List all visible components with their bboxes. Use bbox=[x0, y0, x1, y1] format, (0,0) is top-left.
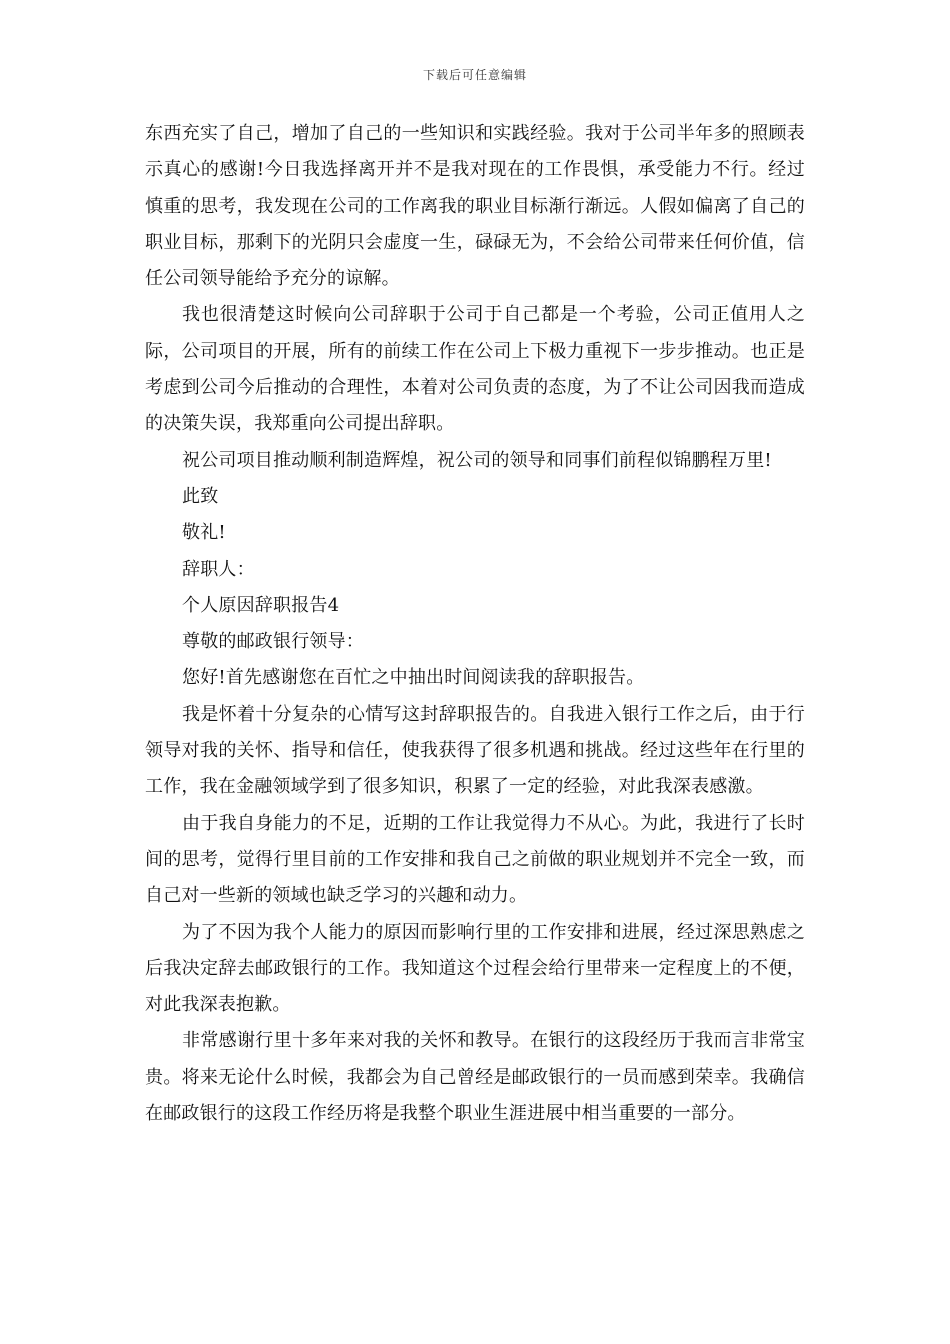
closing-salutation: 此致 bbox=[182, 485, 219, 507]
section-title: 个人原因辞职报告4 bbox=[182, 594, 340, 616]
paragraph-1: 东西充实了自己，增加了自己的一些知识和实践经验。我对于公司半年多的照顾表示真心的感谢!今日我选择离开并不是我对现在的工作畏惧，承受能力不行。经过慎重的思考，我发现在公司的工作离我的职业目标渐行渐远。人假如偏离了自己的职业目标，那剩下的光阴只会虚度一生，碌碌无为，不会给公司带来任何价值，信任公司领导能给予充分的谅解。 bbox=[145, 123, 805, 290]
paragraph-4: 我是怀着十分复杂的心情写这封辞职报告的。自我进入银行工作之后，由于行领导对我的关怀、指导和信任，使我获得了很多机遇和挑战。经过这些年在行里的工作，我在金融领域学到了很多知识，积累了一定的经验，对此我深表感激。 bbox=[145, 703, 805, 798]
page-header-note: 下载后可任意编辑 bbox=[422, 68, 527, 82]
paragraph-6: 为了不因为我个人能力的原因而影响行里的工作安排和进展，经过深思熟虑之后我决定辞去邮政银行的工作。我知道这个过程会给行里带来一定程度上的不便，对此我深表抱歉。 bbox=[145, 921, 805, 1016]
paragraph-7: 非常感谢行里十多年来对我的关怀和教导。在银行的这段经历于我而言非常宝贵。将来无论什么时候，我都会为自己曾经是邮政银行的一员而感到荣幸。我确信在邮政银行的这段工作经历将是我整个职业生涯进展中相当重要的一部分。 bbox=[145, 1030, 805, 1125]
signature-line: 辞职人： bbox=[182, 558, 255, 580]
closing-respect: 敬礼! bbox=[182, 522, 226, 544]
paragraph-3: 祝公司项目推动顺利制造辉煌，祝公司的领导和同事们前程似锦鹏程万里! bbox=[182, 449, 772, 471]
paragraph-5: 由于我自身能力的不足，近期的工作让我觉得力不从心。为此，我进行了长时间的思考，觉得行里目前的工作安排和我自己之前做的职业规划并不完全一致，而自己对一些新的领域也缺乏学习的兴趣和动力。 bbox=[145, 812, 805, 907]
greeting: 您好!首先感谢您在百忙之中抽出时间阅读我的辞职报告。 bbox=[182, 667, 645, 689]
paragraph-2: 我也很清楚这时候向公司辞职于公司于自己都是一个考验，公司正值用人之际，公司项目的开展，所有的前续工作在公司上下极力重视下一步步推动。也正是考虑到公司今后推动的合理性，本着对公司负责的态度，为了不让公司因我而造成的决策失误，我郑重向公司提出辞职。 bbox=[145, 304, 805, 435]
document-body bbox=[145, 116, 805, 1132]
addressee: 尊敬的邮政银行领导： bbox=[182, 631, 364, 653]
